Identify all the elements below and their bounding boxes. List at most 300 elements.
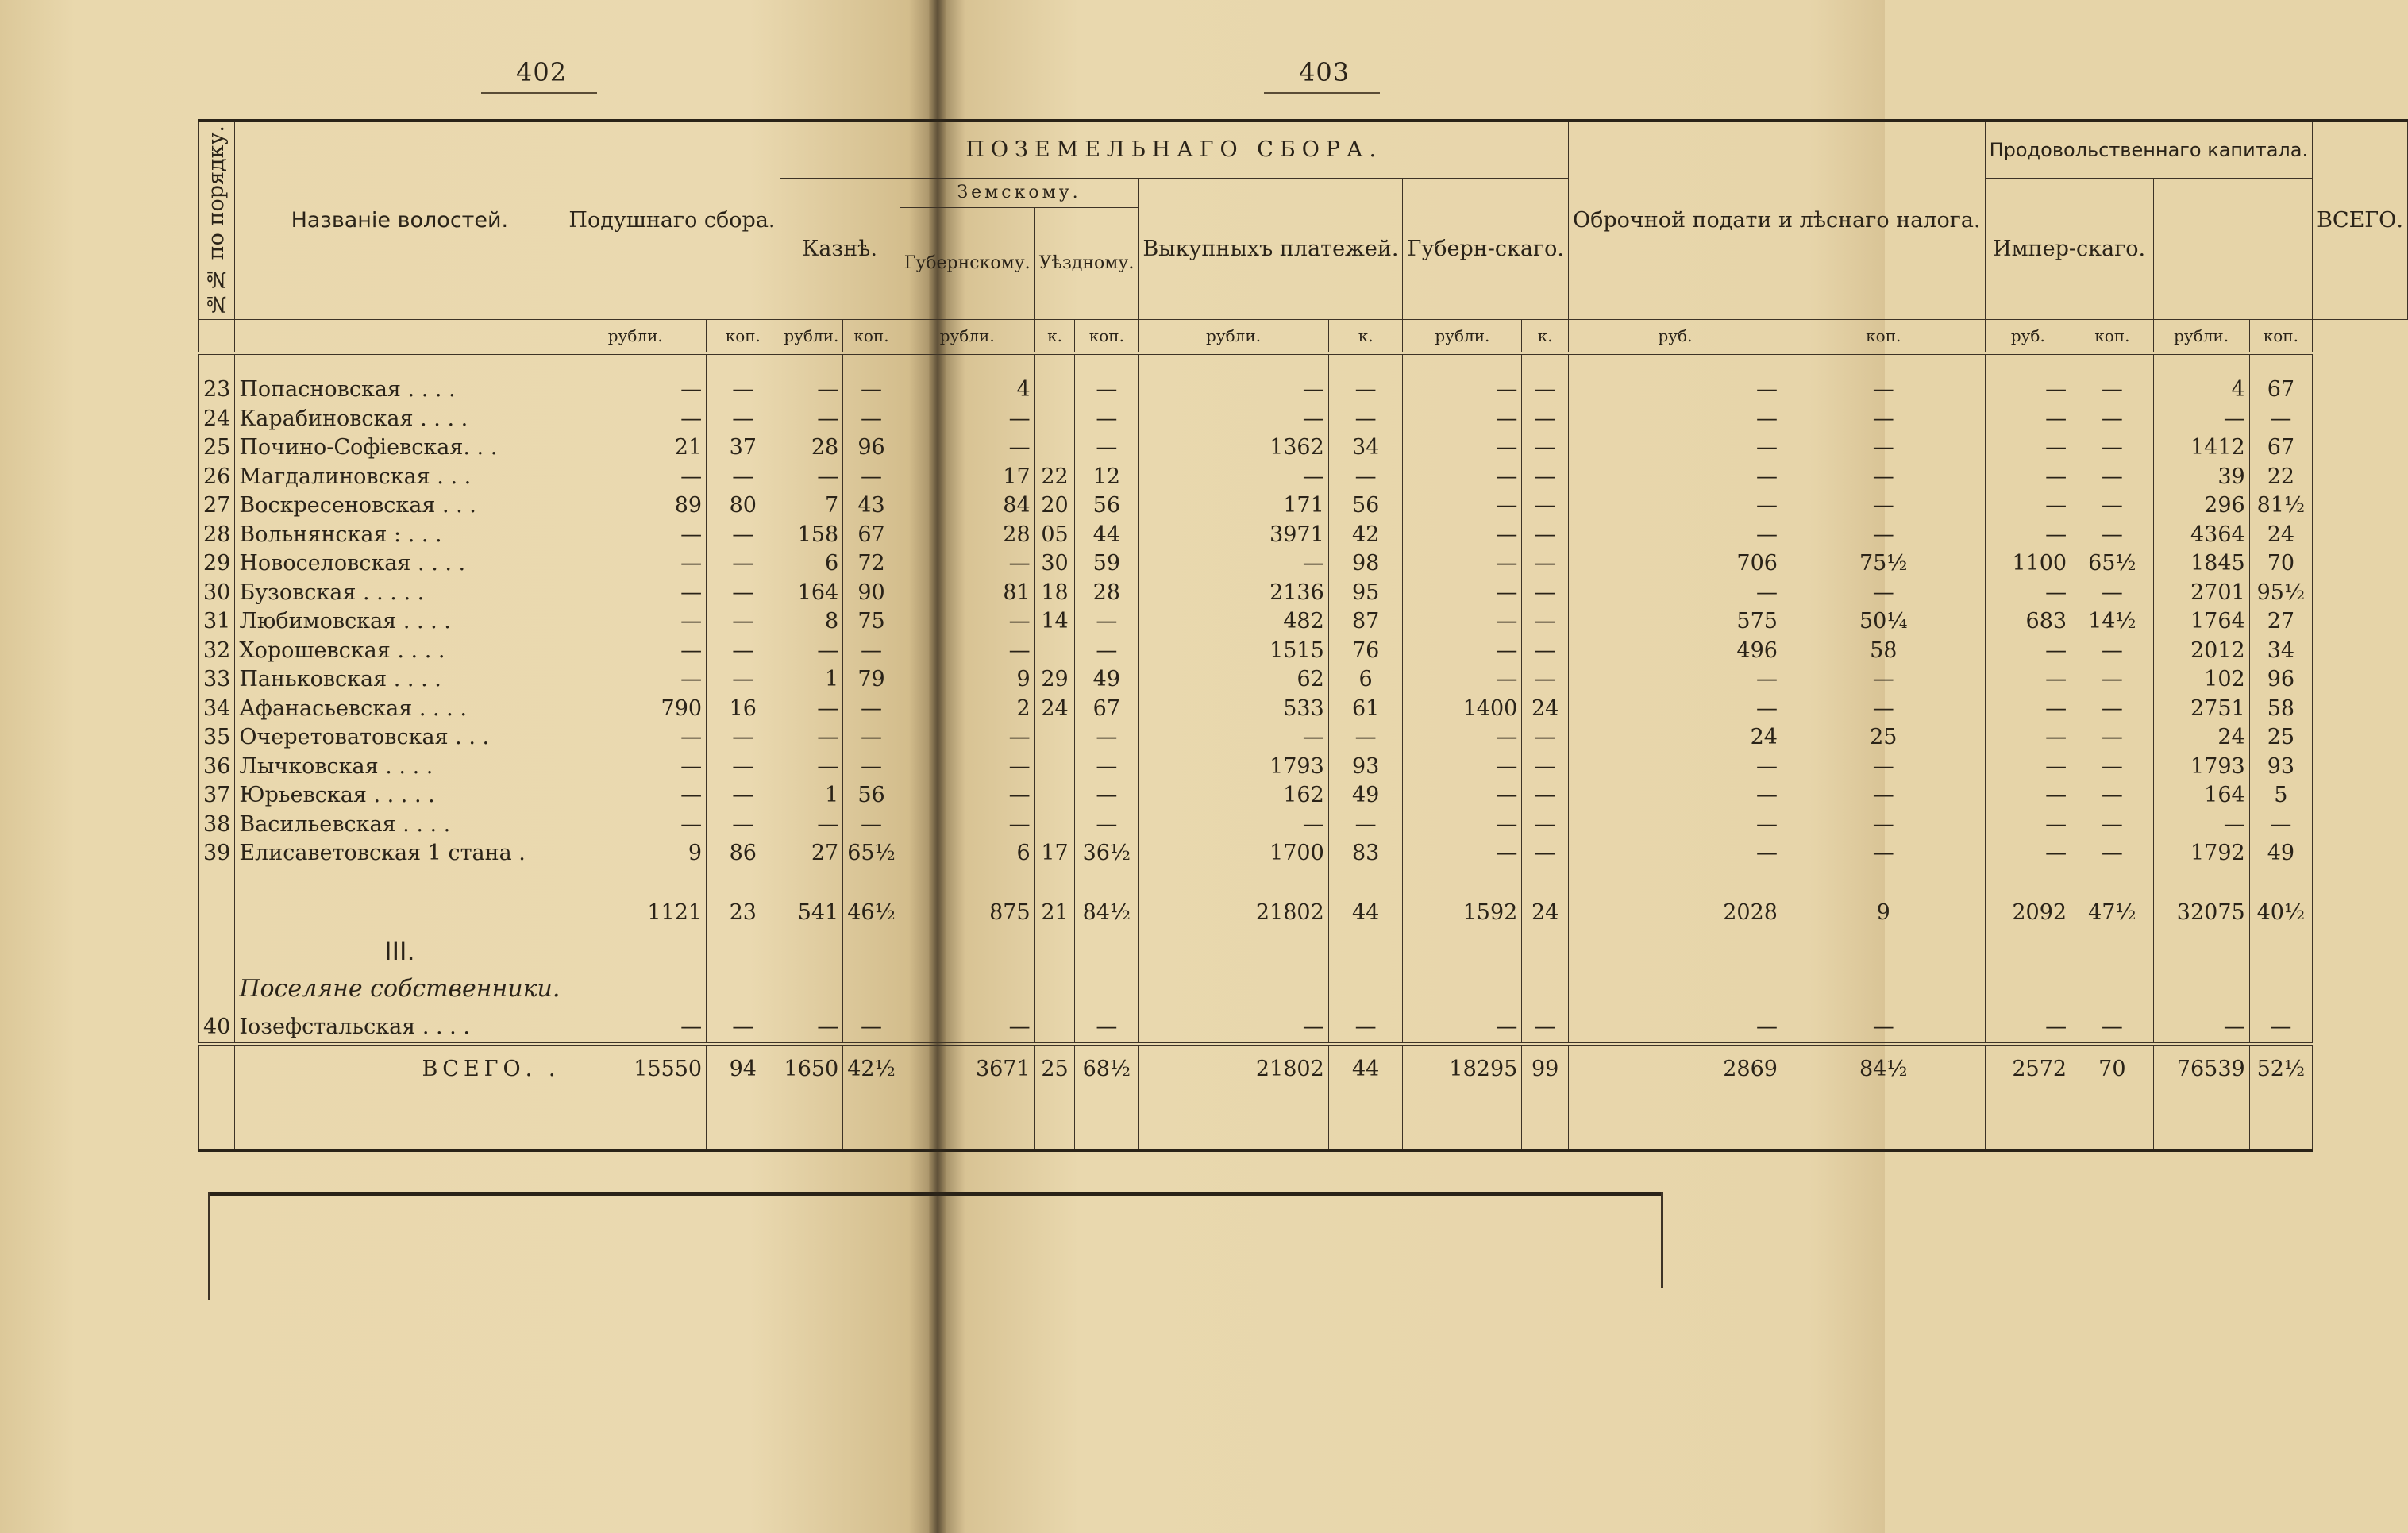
row-number: 23 (199, 376, 235, 405)
value-cell: — (2071, 637, 2153, 666)
value-cell: — (564, 405, 707, 434)
header-number: №№ по порядку. (199, 121, 235, 320)
value-cell: — (843, 637, 900, 666)
value-cell: 1362 (1139, 433, 1328, 463)
value-cell: — (1782, 579, 1985, 608)
table-left-tick (208, 1192, 210, 1300)
empty-cell (1403, 869, 1522, 889)
value-cell: 50¼ (1782, 607, 1985, 637)
value-cell: 89 (564, 491, 707, 521)
value-cell: — (1568, 695, 1782, 724)
value-cell: — (1403, 781, 1522, 811)
value-cell: 46½ (843, 889, 900, 937)
value-cell: — (2249, 1013, 2312, 1044)
value-cell: — (1403, 665, 1522, 695)
value-cell: 95½ (2249, 579, 2312, 608)
value-cell: — (1782, 839, 1985, 869)
value-cell: 2869 (1568, 1044, 1782, 1093)
table-row (199, 637, 2408, 666)
value-cell: — (1075, 376, 1139, 405)
value-cell: — (1782, 463, 1985, 492)
value-cell: 875 (900, 889, 1034, 937)
value-cell: — (843, 723, 900, 753)
empty-cell (843, 937, 900, 966)
empty-cell (1985, 1093, 2071, 1150)
value-cell: — (1403, 753, 1522, 782)
value-cell: 28 (780, 433, 843, 463)
value-cell: — (780, 753, 843, 782)
value-cell (1034, 433, 1075, 463)
value-cell: 24 (1568, 723, 1782, 753)
value-cell: — (780, 1013, 843, 1044)
value-cell: — (564, 665, 707, 695)
row-number: 33 (199, 665, 235, 695)
row-number: 35 (199, 723, 235, 753)
value-cell: — (1568, 1013, 1782, 1044)
value-cell: 5 (2249, 781, 2312, 811)
value-cell: 84½ (1075, 889, 1139, 937)
header-podushnago: Подушнаго сбора. (564, 121, 780, 320)
value-cell: — (1985, 811, 2071, 840)
value-cell: 96 (843, 433, 900, 463)
value-cell: 1650 (780, 1044, 843, 1093)
unit-header: коп. (707, 320, 780, 354)
empty-cell (564, 869, 707, 889)
value-cell: 1845 (2153, 549, 2249, 579)
value-cell: 533 (1139, 695, 1328, 724)
value-cell: 72 (843, 549, 900, 579)
value-cell: 1 (780, 781, 843, 811)
value-cell: 28 (900, 521, 1034, 550)
empty-cell (2249, 869, 2312, 889)
value-cell: — (2071, 579, 2153, 608)
value-cell: 6 (900, 839, 1034, 869)
empty-cell (1328, 353, 1403, 376)
empty-cell (1328, 965, 1403, 1013)
header-pozemelnago: ПОЗЕМЕЛЬНАГО СБОРА. (780, 121, 1568, 179)
table-row (199, 491, 2408, 521)
empty-cell (843, 965, 900, 1013)
value-cell: — (1522, 781, 1569, 811)
table-row (199, 723, 2408, 753)
value-cell: — (564, 463, 707, 492)
value-cell: — (1568, 579, 1782, 608)
value-cell: — (2249, 811, 2312, 840)
table-row (199, 405, 2408, 434)
value-cell: — (900, 433, 1034, 463)
value-cell: 87 (1328, 607, 1403, 637)
value-cell: — (2071, 433, 2153, 463)
value-cell: — (1568, 463, 1782, 492)
value-cell: — (843, 405, 900, 434)
value-cell: — (900, 781, 1034, 811)
empty-cell (1568, 1093, 1782, 1150)
value-cell: — (1568, 405, 1782, 434)
unit-header: к. (1522, 320, 1569, 354)
value-cell: — (707, 521, 780, 550)
volost-name: Очеретоватовская . . . (235, 723, 564, 753)
value-cell: — (1985, 695, 2071, 724)
value-cell: — (1403, 491, 1522, 521)
value-cell: — (1522, 521, 1569, 550)
value-cell: — (2071, 839, 2153, 869)
total-label: ВСЕГО. . (235, 1044, 564, 1093)
value-cell: 1793 (2153, 753, 2249, 782)
value-cell: — (1328, 723, 1403, 753)
table-row (199, 376, 2408, 405)
value-cell: — (1075, 637, 1139, 666)
value-cell: 76 (1328, 637, 1403, 666)
page-number-right: 403 (1299, 57, 1350, 87)
value-cell: 32075 (2153, 889, 2249, 937)
value-cell: 70 (2071, 1044, 2153, 1093)
value-cell: — (1403, 433, 1522, 463)
header-kazne: Казнѣ. (780, 179, 900, 320)
value-cell: 67 (1075, 695, 1139, 724)
value-cell: — (1782, 376, 1985, 405)
value-cell: — (780, 376, 843, 405)
value-cell: — (780, 637, 843, 666)
value-cell (1034, 637, 1075, 666)
value-cell: 1592 (1403, 889, 1522, 937)
row-number: 27 (199, 491, 235, 521)
value-cell: — (1075, 433, 1139, 463)
value-cell: — (1985, 781, 2071, 811)
empty-cell (707, 1093, 780, 1150)
value-cell: — (707, 579, 780, 608)
value-cell: — (1782, 781, 1985, 811)
value-cell: — (843, 811, 900, 840)
section-roman-row (199, 937, 2408, 966)
value-cell: — (900, 405, 1034, 434)
value-cell: — (564, 753, 707, 782)
empty-cell (199, 1093, 235, 1150)
value-cell: — (1568, 811, 1782, 840)
value-cell: 24 (1522, 889, 1569, 937)
value-cell: — (1139, 405, 1328, 434)
value-cell: 2012 (2153, 637, 2249, 666)
value-cell: — (1782, 491, 1985, 521)
value-cell: 43 (843, 491, 900, 521)
value-cell: 25 (1782, 723, 1985, 753)
value-cell: 80 (707, 491, 780, 521)
value-cell: — (707, 811, 780, 840)
subtotal-row (199, 889, 2408, 937)
empty-cell (780, 937, 843, 966)
value-cell: 683 (1985, 607, 2071, 637)
value-cell: — (564, 723, 707, 753)
value-cell: — (1985, 463, 2071, 492)
volost-name: Воскресеновская . . . (235, 491, 564, 521)
unit-spacer (235, 320, 564, 354)
unit-header: рубли. (2153, 320, 2249, 354)
value-cell: 6 (1328, 665, 1403, 695)
value-cell: 22 (1034, 463, 1075, 492)
value-cell: 37 (707, 433, 780, 463)
value-cell: — (1139, 463, 1328, 492)
value-cell: — (2071, 695, 2153, 724)
empty-cell (199, 1044, 235, 1093)
value-cell: — (2071, 665, 2153, 695)
empty-cell (843, 869, 900, 889)
value-cell: 17 (1034, 839, 1075, 869)
value-cell: — (900, 637, 1034, 666)
value-cell: 49 (1075, 665, 1139, 695)
unit-header: коп. (1075, 320, 1139, 354)
empty-cell (1985, 937, 2071, 966)
empty-cell (707, 869, 780, 889)
value-cell: — (780, 723, 843, 753)
value-cell: — (1568, 781, 1782, 811)
value-cell: — (1522, 723, 1569, 753)
table-row (199, 839, 2408, 869)
value-cell: 1121 (564, 889, 707, 937)
value-cell: — (1328, 463, 1403, 492)
empty-cell (1985, 353, 2071, 376)
value-cell: 62 (1139, 665, 1328, 695)
volost-name: Паньковская . . . . (235, 665, 564, 695)
unit-header: к. (1034, 320, 1075, 354)
volost-name: Лычковская . . . . (235, 753, 564, 782)
value-cell: 1100 (1985, 549, 2071, 579)
value-cell: — (1782, 811, 1985, 840)
value-cell: — (1328, 1013, 1403, 1044)
empty-cell (1034, 869, 1075, 889)
volost-name: Почино-Софіевская. . . (235, 433, 564, 463)
value-cell: 1793 (1139, 753, 1328, 782)
unit-header: коп. (2249, 320, 2312, 354)
empty-cell (1075, 937, 1139, 966)
unit-header: руб. (1568, 320, 1782, 354)
unit-header: коп. (843, 320, 900, 354)
value-cell: 67 (2249, 376, 2312, 405)
value-cell: — (843, 695, 900, 724)
value-cell: — (1403, 811, 1522, 840)
value-cell: — (780, 811, 843, 840)
empty-cell (1034, 353, 1075, 376)
empty-cell (1985, 869, 2071, 889)
value-cell: 16 (707, 695, 780, 724)
value-cell: — (2071, 405, 2153, 434)
spacer-row (199, 1093, 2408, 1150)
tax-table (198, 119, 2408, 1152)
value-cell: — (1522, 579, 1569, 608)
value-cell: — (1522, 463, 1569, 492)
value-cell: — (1522, 665, 1569, 695)
value-cell: — (1568, 665, 1782, 695)
value-cell: — (1568, 521, 1782, 550)
value-cell: 102 (2153, 665, 2249, 695)
value-cell: — (1522, 753, 1569, 782)
header-obrochnoi: Оброчной подати и лѣснаго налога. (1568, 121, 1985, 320)
volost-name: Магдалиновская . . . (235, 463, 564, 492)
value-cell: 158 (780, 521, 843, 550)
value-cell: — (564, 521, 707, 550)
empty-cell (1075, 965, 1139, 1013)
volost-name: Попасновская . . . . (235, 376, 564, 405)
empty-cell (2153, 1093, 2249, 1150)
empty-cell (199, 869, 235, 889)
value-cell: 81½ (2249, 491, 2312, 521)
empty-cell (1782, 965, 1985, 1013)
value-cell: — (1985, 521, 2071, 550)
value-cell: 22 (2249, 463, 2312, 492)
value-cell: 24 (2249, 521, 2312, 550)
value-cell: 1515 (1139, 637, 1328, 666)
empty-cell (2071, 965, 2153, 1013)
value-cell: — (1782, 433, 1985, 463)
value-cell: 93 (2249, 753, 2312, 782)
unit-header: рубли. (900, 320, 1034, 354)
empty-cell (707, 965, 780, 1013)
value-cell: — (564, 637, 707, 666)
header-vsego: ВСЕГО. (2313, 121, 2408, 320)
empty-cell (2153, 937, 2249, 966)
value-cell: 4 (900, 376, 1034, 405)
empty-cell (1522, 965, 1569, 1013)
value-cell: 25 (1034, 1044, 1075, 1093)
empty-cell (2153, 869, 2249, 889)
value-cell: 99 (1522, 1044, 1569, 1093)
value-cell: 70 (2249, 549, 2312, 579)
value-cell: — (707, 637, 780, 666)
value-cell: — (2071, 811, 2153, 840)
empty-cell (1522, 1093, 1569, 1150)
value-cell: 21 (564, 433, 707, 463)
value-cell: — (1075, 781, 1139, 811)
value-cell: — (564, 781, 707, 811)
empty-cell (707, 937, 780, 966)
value-cell: — (1403, 549, 1522, 579)
value-cell: — (1403, 607, 1522, 637)
row-number: 37 (199, 781, 235, 811)
empty-cell (235, 353, 564, 376)
empty-cell (1782, 1093, 1985, 1150)
value-cell: 42½ (843, 1044, 900, 1093)
value-cell: 17 (900, 463, 1034, 492)
value-cell: — (1075, 753, 1139, 782)
empty-cell (1568, 965, 1782, 1013)
empty-cell (1522, 869, 1569, 889)
value-cell: — (1985, 1013, 2071, 1044)
value-cell: — (564, 579, 707, 608)
value-cell: — (1328, 405, 1403, 434)
empty-cell (707, 353, 780, 376)
empty-cell (2071, 937, 2153, 966)
empty-cell (1075, 353, 1139, 376)
empty-cell (1139, 937, 1328, 966)
value-cell: — (900, 811, 1034, 840)
table-row (199, 549, 2408, 579)
volost-name: Карабиновская . . . . (235, 405, 564, 434)
empty-cell (564, 937, 707, 966)
value-cell: — (1075, 723, 1139, 753)
value-cell: — (1522, 376, 1569, 405)
value-cell: — (2153, 405, 2249, 434)
value-cell (1034, 811, 1075, 840)
value-cell: 34 (2249, 637, 2312, 666)
value-cell: — (1522, 637, 1569, 666)
value-cell: 36½ (1075, 839, 1139, 869)
value-cell: 496 (1568, 637, 1782, 666)
empty-cell (843, 353, 900, 376)
value-cell: 2028 (1568, 889, 1782, 937)
value-cell: — (1782, 1013, 1985, 1044)
value-cell: — (2071, 723, 2153, 753)
value-cell: 96 (2249, 665, 2312, 695)
value-cell: 24 (1034, 695, 1075, 724)
value-cell: 56 (1328, 491, 1403, 521)
empty-cell (780, 869, 843, 889)
value-cell: 67 (843, 521, 900, 550)
value-cell: 59 (1075, 549, 1139, 579)
value-cell: — (1522, 839, 1569, 869)
value-cell: — (1522, 491, 1569, 521)
volost-name: Васильевская . . . . (235, 811, 564, 840)
value-cell: 24 (2153, 723, 2249, 753)
value-cell: — (564, 1013, 707, 1044)
volost-name: Вольнянская : . . . (235, 521, 564, 550)
value-cell: — (1403, 723, 1522, 753)
value-cell (1034, 723, 1075, 753)
table-row (199, 433, 2408, 463)
value-cell: — (1139, 549, 1328, 579)
empty-cell (900, 965, 1034, 1013)
value-cell: — (1522, 607, 1569, 637)
empty-cell (2071, 1093, 2153, 1150)
volost-name: Афанасьевская . . . . (235, 695, 564, 724)
value-cell: — (900, 607, 1034, 637)
value-cell: — (1403, 839, 1522, 869)
value-cell: 296 (2153, 491, 2249, 521)
table-row (199, 753, 2408, 782)
value-cell: 44 (1328, 1044, 1403, 1093)
value-cell: 1764 (2153, 607, 2249, 637)
volost-name: Бузовская . . . . . (235, 579, 564, 608)
value-cell: 9 (1782, 889, 1985, 937)
value-cell: — (900, 753, 1034, 782)
value-cell: 2572 (1985, 1044, 2071, 1093)
value-cell: — (843, 463, 900, 492)
value-cell: — (1403, 405, 1522, 434)
value-cell: 94 (707, 1044, 780, 1093)
row-number: 39 (199, 839, 235, 869)
value-cell: — (2071, 491, 2153, 521)
empty-cell (1403, 353, 1522, 376)
table-row (199, 579, 2408, 608)
value-cell: 21 (1034, 889, 1075, 937)
value-cell: — (564, 376, 707, 405)
value-cell: 1400 (1403, 695, 1522, 724)
volost-name: Новоселовская . . . . (235, 549, 564, 579)
value-cell: — (1403, 376, 1522, 405)
empty-cell (1328, 1093, 1403, 1150)
table-row (199, 607, 2408, 637)
value-cell: 98 (1328, 549, 1403, 579)
empty-cell (1139, 965, 1328, 1013)
empty-cell (1075, 869, 1139, 889)
value-cell: 21802 (1139, 1044, 1328, 1093)
table-row (199, 781, 2408, 811)
empty-cell (1985, 965, 2071, 1013)
header-vykupnykh: Выкупныхъ платежей. (1139, 179, 1403, 320)
table-row (199, 695, 2408, 724)
value-cell: — (900, 549, 1034, 579)
value-cell: — (1568, 839, 1782, 869)
value-cell: 81 (900, 579, 1034, 608)
value-cell: 56 (1075, 491, 1139, 521)
value-cell: — (900, 1013, 1034, 1044)
